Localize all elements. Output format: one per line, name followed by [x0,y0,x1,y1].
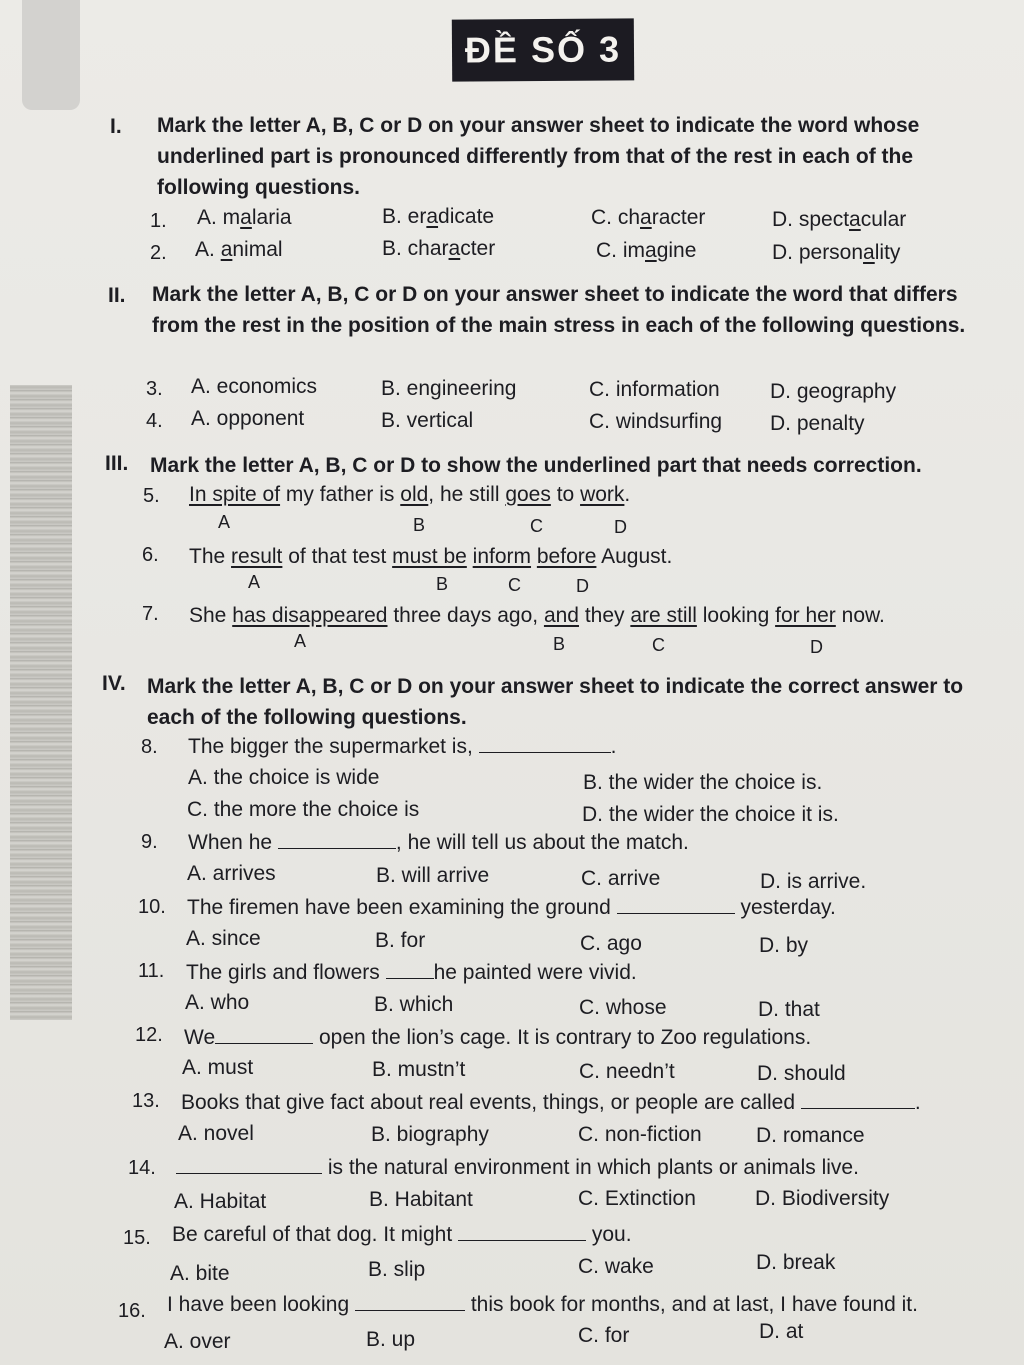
q7-part-a[interactable]: has disappeared [232,604,388,627]
q16-number: 16. [118,1300,146,1322]
q4-option-c[interactable]: C. windsurfing [589,410,723,433]
q14-option-c[interactable]: C. Extinction [578,1187,696,1210]
q4-option-a[interactable]: A. opponent [191,407,305,430]
q15-option-d[interactable]: D. break [756,1251,836,1274]
q14-stem: is the natural environment in which plants or animals live. [176,1155,859,1180]
q3-option-c[interactable]: C. information [589,378,720,401]
q13-blank[interactable] [801,1090,915,1109]
section-2-instruction: Mark the letter A, B, C or D on your answer sheet to indicate the word that differs from the rest in the position of the main stress in each of the following questions. [152,283,966,337]
q9-stem: When he , he will tell us about the match. [188,831,689,854]
q9-blank[interactable] [278,830,396,849]
q5-letter-b: B [413,515,426,535]
q5-part-c[interactable]: goes [505,483,551,506]
q2-option-b[interactable]: B. character [382,237,496,260]
q8-option-c[interactable]: C. the more the choice is [187,798,420,821]
q4-number: 4. [146,410,163,432]
q3-option-d[interactable]: D. geography [770,380,897,403]
q6-letter-c: C [508,575,521,595]
q16-blank[interactable] [355,1292,465,1311]
q1-option-d[interactable]: D. spectacular [772,208,907,231]
q5-number: 5. [143,485,160,507]
q3-option-b[interactable]: B. engineering [381,377,517,400]
q9-number: 9. [141,831,158,853]
q8-number: 8. [141,736,158,758]
q13-option-a[interactable]: A. novel [178,1122,254,1145]
q16-stem: I have been looking this book for months, and at last, I have found it. [167,1293,918,1316]
q15-number: 15. [123,1227,151,1249]
q13-stem: Books that give fact about real events, things, or people are called . [181,1091,921,1114]
q10-number: 10. [138,896,166,918]
q10-option-d[interactable]: D. by [759,934,809,957]
section-1-instruction: Mark the letter A, B, C or D on your answer sheet to indicate the word whose underlined part is pronounced differently from that of the rest in each of the following questions. [157,114,920,199]
q7-letter-a: A [294,631,307,651]
q8-blank[interactable] [479,734,611,753]
q8-stem: The bigger the supermarket is, . [188,735,617,758]
q7-number: 7. [142,603,159,625]
q12-number: 12. [135,1024,163,1046]
q7-letter-c: C [652,635,665,655]
q5-part-d[interactable]: work [580,483,625,506]
q10-blank[interactable] [617,895,735,914]
section-4-instruction: Mark the letter A, B, C or D on your answer sheet to indicate the correct answer to each of the following questions. [147,675,964,729]
section-4-number: IV. [102,672,126,695]
q7-part-b[interactable]: and [543,604,579,627]
q9-option-b[interactable]: B. will arrive [376,864,490,887]
q2-number: 2. [150,242,167,264]
q4-option-b[interactable]: B. vertical [381,409,474,432]
q6-sentence: The result of that test must be inform before August. [189,545,673,568]
section-1-number: I. [110,115,122,138]
q1-option-c[interactable]: C. character [591,206,706,229]
q9-option-a[interactable]: A. arrives [187,862,276,885]
q12-option-a[interactable]: A. must [182,1056,254,1079]
q7-part-c[interactable]: are still [630,604,697,627]
q6-part-b[interactable]: must be [392,545,467,568]
q6-letter-b: B [436,574,449,594]
q13-option-d[interactable]: D. romance [756,1124,865,1147]
q10-option-c[interactable]: C. ago [580,932,642,955]
q5-letter-c: C [530,516,543,536]
q14-blank[interactable] [176,1155,322,1174]
q3-option-a[interactable]: A. economics [191,375,318,398]
q7-letter-b: B [553,634,566,654]
q12-option-d[interactable]: D. should [757,1062,846,1085]
q2-option-a[interactable]: A. animal [195,238,283,261]
q1-option-b[interactable]: B. eradicate [382,205,495,228]
q2-option-c[interactable]: C. imagine [596,239,697,262]
q6-part-c[interactable]: inform [472,545,532,568]
q6-part-d[interactable]: before [536,545,597,568]
q14-number: 14. [128,1157,156,1179]
q14-option-a[interactable]: A. Habitat [174,1190,267,1213]
q11-stem: The girls and flowers he painted were vivid. [186,961,637,984]
q1-option-a[interactable]: A. malaria [197,206,292,229]
q8-option-b[interactable]: B. the wider the choice is. [583,771,823,794]
q14-option-b[interactable]: B. Habitant [369,1188,473,1211]
q9-option-d[interactable]: D. is arrive. [760,870,867,893]
q5-letter-a: A [218,512,231,532]
q4-option-d[interactable]: D. penalty [770,412,865,435]
q15-option-b[interactable]: B. slip [368,1258,426,1281]
q7-part-d[interactable]: for her [775,604,836,627]
q14-option-d[interactable]: D. Biodiversity [755,1187,890,1210]
q15-option-c[interactable]: C. wake [578,1255,654,1278]
q11-blank[interactable] [386,960,434,979]
q5-sentence: In spite of my father is old, he still goes to work. [189,483,631,506]
section-3-number: III. [105,452,129,475]
q6-letter-d: D [576,576,589,596]
q7-letter-d: D [810,637,823,657]
q11-option-c[interactable]: C. whose [579,996,667,1019]
q10-option-b[interactable]: B. for [375,929,426,952]
q12-stem: We open the lion’s cage. It is contrary to Zoo regulations. [184,1026,812,1049]
q9-option-c[interactable]: C. arrive [581,867,661,890]
q11-option-d[interactable]: D. that [758,998,820,1021]
q13-option-c[interactable]: C. non-fiction [578,1123,702,1146]
q10-stem: The firemen have been examining the ground yesterday. [187,896,836,919]
q12-option-c[interactable]: C. needn’t [579,1060,675,1083]
section-2-number: II. [108,284,126,307]
q8-option-d[interactable]: D. the wider the choice it is. [582,803,839,826]
q7-sentence: She has disappeared three days ago, and they are still looking for her now. [189,604,885,627]
q10-option-a[interactable]: A. since [186,927,261,950]
q5-part-b[interactable]: old [400,483,429,506]
q8-option-a[interactable]: A. the choice is wide [188,766,380,789]
page-title: ĐỀ SỐ 3 [452,18,634,81]
q2-option-d[interactable]: D. personality [772,241,901,264]
q16-option-a[interactable]: A. over [164,1330,231,1353]
q5-letter-d: D [614,517,627,537]
q11-option-a[interactable]: A. who [185,991,250,1014]
q15-option-a[interactable]: A. bite [170,1262,230,1285]
q12-option-b[interactable]: B. mustn’t [372,1058,466,1081]
q6-part-a[interactable]: result [231,545,283,568]
q3-number: 3. [146,378,163,400]
q1-number: 1. [150,210,167,232]
q11-number: 11. [138,960,165,982]
q6-letter-a: A [248,572,261,592]
q6-number: 6. [142,544,159,566]
q13-number: 13. [132,1090,160,1112]
q15-stem: Be careful of that dog. It might you. [172,1223,632,1246]
q12-blank[interactable] [215,1025,313,1044]
q11-option-b[interactable]: B. which [374,993,454,1016]
q15-blank[interactable] [458,1222,586,1241]
q5-part-a[interactable]: In spite of [189,483,281,506]
q13-option-b[interactable]: B. biography [371,1123,489,1146]
section-3-instruction: Mark the letter A, B, C or D to show the underlined part that needs correction. [150,454,922,477]
q16-option-b[interactable]: B. up [366,1328,416,1351]
q16-option-c[interactable]: C. for [578,1324,630,1347]
q16-option-d[interactable]: D. at [759,1320,804,1343]
